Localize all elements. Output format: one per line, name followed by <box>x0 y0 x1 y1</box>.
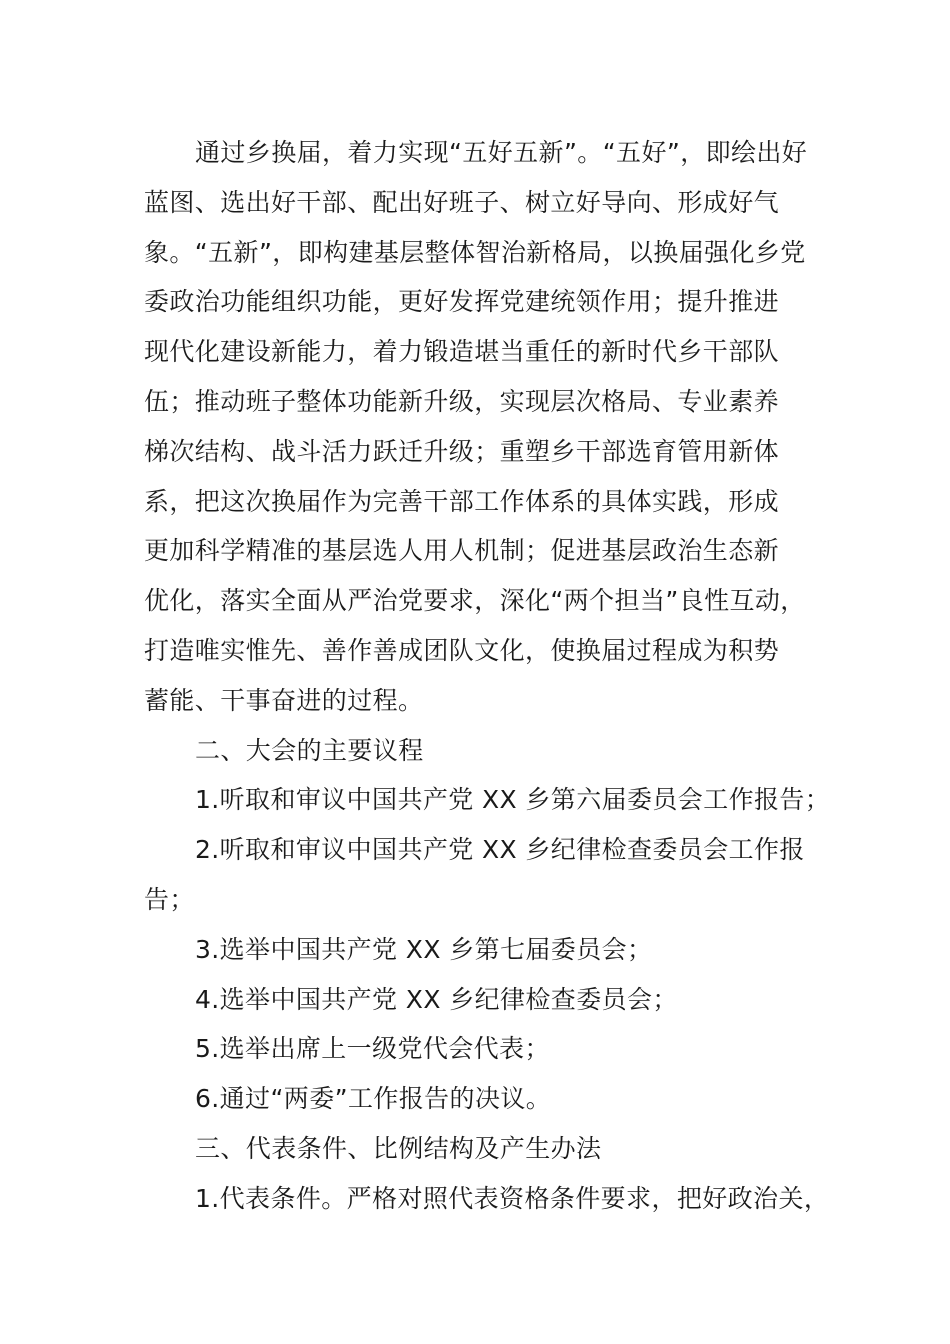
paragraph-line: 通过乡换届，着力实现“五好五新”。“五好”，即绘出好 <box>195 138 808 167</box>
agenda-item: 2.听取和审议中国共产党 XX 乡纪律检查委员会工作报 <box>195 835 805 865</box>
paragraph-line: 委政治功能组织功能，更好发挥党建统领作用；提升推进 <box>144 287 780 317</box>
agenda-item: 1.听取和审议中国共产党 XX 乡第六届委员会工作报告； <box>195 785 831 815</box>
agenda-item: 3.选举中国共产党 XX 乡第七届委员会； <box>195 934 653 964</box>
paragraph-line: 梯次结构、战斗活力跃迁升级；重塑乡干部选育管用新体 <box>144 436 780 466</box>
section-heading: 二、大会的主要议程 <box>195 735 424 765</box>
paragraph-line: 1.代表条件。严格对照代表资格条件要求，把好政治关， <box>195 1183 830 1213</box>
paragraph-line: 打造唯实惟先、善作善成团队文化，使换届过程成为积势 <box>144 635 780 665</box>
paragraph-line: 象。“五新”，即构建基层整体智治新格局，以换届强化乡党 <box>144 237 806 267</box>
section-heading: 三、代表条件、比例结构及产生办法 <box>195 1133 602 1163</box>
agenda-item-continuation: 告； <box>144 884 195 914</box>
paragraph-line: 现代化建设新能力，着力锻造堪当重任的新时代乡干部队 <box>144 337 780 367</box>
paragraph-line: 伍；推动班子整体功能新升级，实现层次格局、专业素养 <box>144 386 780 416</box>
paragraph-line: 蓝图、选出好干部、配出好班子、树立好导向、形成好气 <box>144 187 780 217</box>
agenda-item: 4.选举中国共产党 XX 乡纪律检查委员会； <box>195 984 678 1014</box>
paragraph-line: 系，把这次换届作为完善干部工作体系的具体实践，形成 <box>144 486 780 516</box>
paragraph-line: 蓄能、干事奋进的过程。 <box>144 685 424 715</box>
paragraph-line: 优化，落实全面从严治党要求，深化“两个担当”良性互动， <box>144 586 806 616</box>
paragraph-line: 更加科学精准的基层选人用人机制；促进基层政治生态新 <box>144 536 780 566</box>
agenda-item: 5.选举出席上一级党代会代表； <box>195 1034 550 1064</box>
document-body <box>144 128 834 1224</box>
agenda-item: 6.通过“两委”工作报告的决议。 <box>195 1084 552 1114</box>
